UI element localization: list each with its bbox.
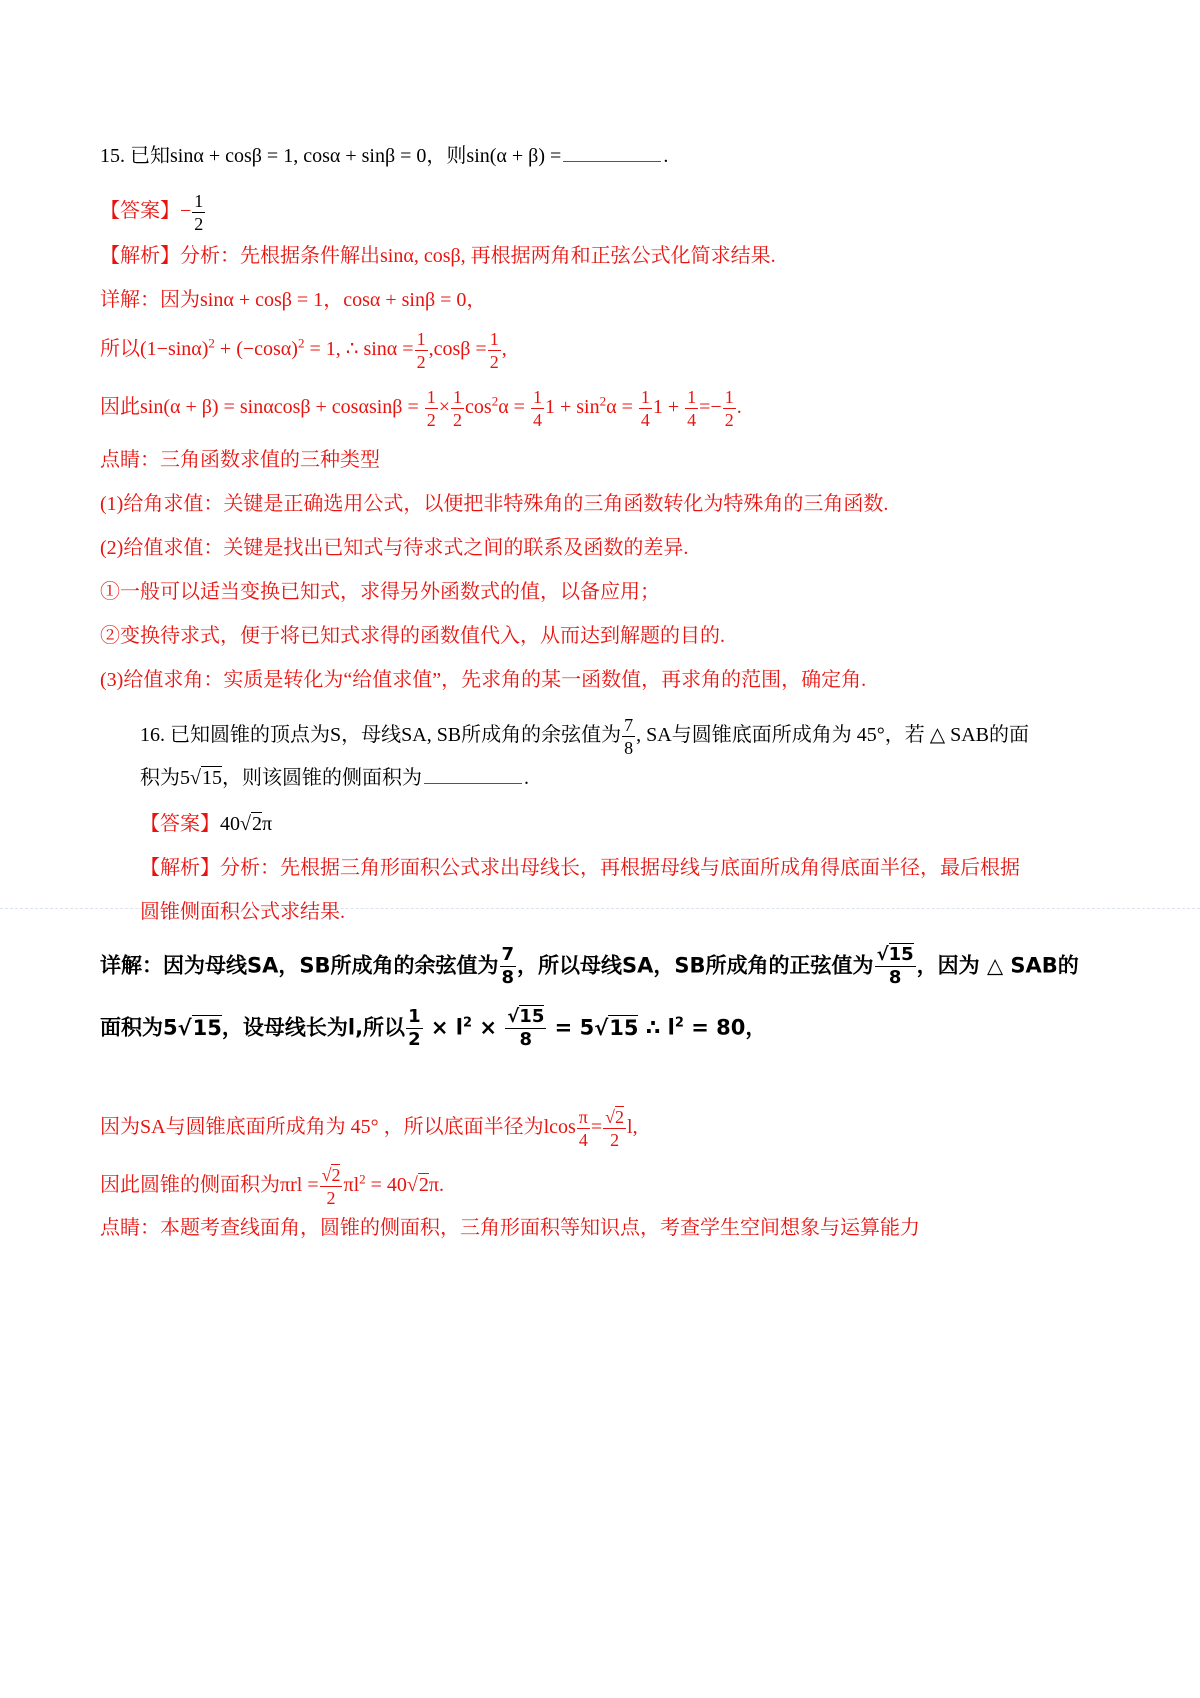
q16-area-line: 面积为5√15，设母线长为l,所以 $\frac{1}{2}$ × $l^2$ × $\frac{√15}{8}$ = 5√15 ∴ $l^2 = 80$， — [100, 1006, 767, 1050]
q16-analysis-line2: 圆锥侧面积公式求结果. — [140, 901, 345, 923]
q16-analysis-line1: 【解析】分析：先根据三角形面积公式求出母线长，再根据母线与底面所成角得底面半径，最后根据 — [140, 857, 1020, 879]
q16-question-line1: 16. 已知圆锥的顶点为S，母线SA, SB所成角的余弦值为 $\frac{7}{8}$ , SA与圆锥底面所成角为 45°，若 △ SAB的面 — [140, 715, 1030, 758]
q16-answer-blank — [424, 767, 522, 784]
q15-tip-title: 点睛：三角函数求值的三种类型 — [100, 449, 380, 471]
answer-label: 【答案】 — [140, 813, 220, 835]
q16-radius-line: 因为SA与圆锥底面所成角为 45° ，所以底面半径为lcos $\frac{\pi}{4}$ = $\frac{√2}{2}$ l, — [100, 1107, 638, 1150]
q15-tip3: (3)给值求角：实质是转化为“给值求值”，先求角的某一函数值，再求角的范围，确定角. — [100, 669, 867, 691]
q16-lateral-line: 因此圆锥的侧面积为πrl = $\frac{√2}{2}$ $\pi l^2 = 40√2\pi$. — [100, 1165, 445, 1208]
answer-fraction: $\frac{1}{2}$ — [194, 191, 204, 234]
answer-label: 【答案】 — [100, 200, 180, 223]
q15-tip1: (1)给角求值：关键是正确选用公式，以便把非特殊角的三角函数转化为特殊角的三角函数. — [100, 493, 889, 515]
q16-question-line2: 积为5√15，则该圆锥的侧面积为 . — [140, 767, 529, 789]
q15-tip2a: ①一般可以适当变换已知式，求得另外函数式的值，以备应用； — [100, 581, 660, 603]
q15-answer: 【答案】− $\frac{1}{2}$ — [100, 191, 204, 234]
q15-answer-blank — [563, 145, 661, 162]
q15-analysis: 【解析】分析：先根据条件解出sinα, cosβ, 再根据两角和正弦公式化简求结果. — [100, 245, 776, 267]
q15-hence-line: 因此sin(α + β) = sinαcosβ + cosαsinβ = $\frac{1}{2}$ × $\frac{1}{2}$ $\cos^2\alpha$ = $\frac{1}{4}$ $1 + \sin^2\alpha$ = $\frac{1}{4}$ 1 + $\frac{1}{4}$ =− $\frac{1}{2}$ . — [100, 387, 742, 430]
q15-tip2b: ②变换待求式，便于将已知式求得的函数值代入，从而达到解题的目的. — [100, 625, 725, 647]
q16-tip: 点睛：本题考查线面角，圆锥的侧面积，三角形面积等知识点，考查学生空间想象与运算能力 — [100, 1217, 920, 1239]
q15-detail: 详解：因为sinα + cosβ = 1，cosα + sinβ = 0， — [100, 289, 487, 311]
analysis-label: 【解析】 — [140, 857, 220, 879]
q15-so-line: 所以$(1-\sin\alpha)^2 + (-\cos\alpha)^2 = 1$, ∴ sinα = $\frac{1}{2}$ ,cosβ = $\frac{1}{2}$ , — [100, 329, 507, 372]
q15-question-text: 15. 已知sinα + cosβ = 1, cosα + sinβ = 0，则sin(α + β) = — [100, 145, 562, 167]
analysis-label: 【解析】 — [100, 245, 180, 267]
q16-answer: 【答案】40√2π — [140, 813, 273, 835]
q15-tip2: (2)给值求值：关键是找出已知式与待求式之间的联系及函数的差异. — [100, 537, 689, 559]
q16-detail-line1: 详解：因为母线SA，SB所成角的余弦值为 $\frac{7}{8}$ ，所以母线SA，SB所成角的正弦值为 $\frac{√15}{8}$ ，因为 △ SAB的 — [100, 944, 1079, 988]
q15-question: 15. 已知sinα + cosβ = 1, cosα + sinβ = 0，则sin(α + β) = . — [100, 145, 669, 167]
